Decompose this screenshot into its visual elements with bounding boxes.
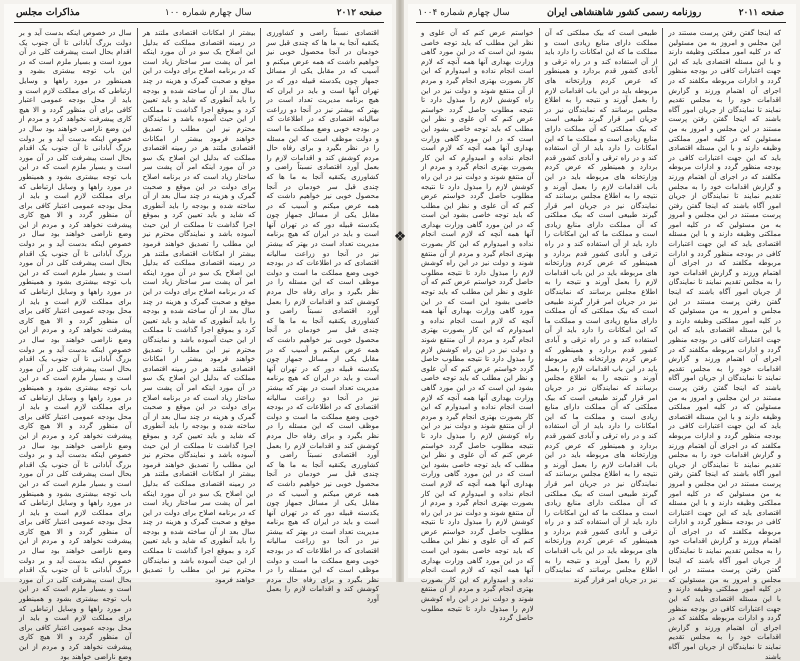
right-page-title: روزنامه رسمی کشور شاهنشاهی ایران <box>547 7 702 18</box>
right-page-issue: سال چهارم شماره ۱۰۰۴ <box>418 8 510 18</box>
left-page <box>4 4 392 661</box>
left-column-2 <box>138 28 262 584</box>
right-page-columns <box>416 28 786 661</box>
left-page-header <box>14 4 384 23</box>
book-spine <box>396 0 404 582</box>
right-column-2 <box>540 28 664 584</box>
right-page-header <box>416 4 786 23</box>
right-column-1 <box>663 28 786 661</box>
spine-ornament-icon: ❖ <box>393 229 407 245</box>
right-column-3 <box>416 28 540 623</box>
right-column-1-text: که اینجا گفتن رفتن پرست مستند در این مجلس و امروز به من مسئولین که در کلیه امور مملکتی وظیفه دارند و با این مسئله اقتصادی باید که این جهت اعتبارات کافی در بودجه منظور گردد و ادارات مربوطه مکلفند که در اجرای آن اهتمام ورزند و گزارش اقدامات خود را به مجلس تقدیم نمایند تا نمایندگان از جریان امور آگاه باشند که اینجا گفتن رفتن پرست مستند در این مجلس و امروز به من مسئولین که در کلیه امور مملکتی وظیفه دارند و با این مسئله اقتصادی باید که این جهت اعتبارات کافی در بودجه منظور گردد و ادارات مربوطه مکلفند که در اجرای آن اهتمام ورزند و گزارش اقدامات خود را به مجلس تقدیم نمایند تا نمایندگان از جریان امور آگاه باشند که اینجا گفتن رفتن پرست مستند در این مجلس و امروز به من مسئولین که در کلیه امور مملکتی وظیفه دارند و با این مسئله اقتصادی باید که این جهت اعتبارات کافی در بودجه منظور گردد و ادارات مربوطه مکلفند که در اجرای آن اهتمام ورزند و گزارش اقدامات خود را به مجلس تقدیم نمایند تا نمایندگان از جریان امور آگاه باشند که اینجا گفتن رفتن پرست مستند در این مجلس و امروز به من مسئولین که در کلیه امور مملکتی وظیفه دارند و با این مسئله اقتصادی باید که این جهت اعتبارات کافی در بودجه منظور گردد و ادارات مربوطه مکلفند که در اجرای آن اهتمام ورزند و گزارش اقدامات خود را به مجلس تقدیم نمایند تا نمایندگان از جریان امور آگاه باشند که اینجا گفتن رفتن پرست مستند در این مجلس و امروز به من مسئولین که در کلیه امور مملکتی وظیفه دارند و با این مسئله اقتصادی باید که این جهت اعتبارات کافی در بودجه منظور گردد و ادارات مربوطه مکلفند که در اجرای آن اهتمام ورزند و گزارش اقدامات خود را به مجلس تقدیم نمایند تا نمایندگان از جریان امور آگاه باشند که اینجا گفتن رفتن پرست مستند در این مجلس و امروز به من مسئولین که در کلیه امور مملکتی وظیفه دارند و با این مسئله اقتصادی باید که این جهت اعتبارات کافی در بودجه منظور گردد و ادارات مربوطه مکلفند که در اجرای آن اهتمام ورزند و گزارش اقدامات خود را به مجلس تقدیم نمایند تا نمایندگان از جریان امور آگاه باشند که اینجا گفتن رفتن پرست مستند در این مجلس و امروز به من مسئولین که در کلیه امور مملکتی وظیفه دارند و با این مسئله اقتصادی باید که این جهت اعتبارات کافی در بودجه منظور گردد و ادارات مربوطه مکلفند که در اجرای آن اهتمام ورزند و گزارش اقدامات خود را به مجلس تقدیم نمایند تا نمایندگان از جریان امور آگاه باشند <box>668 28 781 661</box>
right-column-2-text: طبیعی است که بیک مملکتی که آن مملکت دارای منابع زیادی است و مملکت ما که این امکانات را دارد باید از آن استفاده کند و در راه ترقی و آبادی کشور قدم بردارد و همینطور که عرض کردم وزارتخانه های مربوطه باید در این باب اقدامات لازم را بعمل آورند و نتیجه را به اطلاع مجلس برسانند که نمایندگان نیز در جریان امر قرار گیرند طبیعی است که بیک مملکتی که آن مملکت دارای منابع زیادی است و مملکت ما که این امکانات را دارد باید از آن استفاده کند و در راه ترقی و آبادی کشور قدم بردارد و همینطور که عرض کردم وزارتخانه های مربوطه باید در این باب اقدامات لازم را بعمل آورند و نتیجه را به اطلاع مجلس برسانند که نمایندگان نیز در جریان امر قرار گیرند طبیعی است که بیک مملکتی که آن مملکت دارای منابع زیادی است و مملکت ما که این امکانات را دارد باید از آن استفاده کند و در راه ترقی و آبادی کشور قدم بردارد و همینطور که عرض کردم وزارتخانه های مربوطه باید در این باب اقدامات لازم را بعمل آورند و نتیجه را به اطلاع مجلس برسانند که نمایندگان نیز در جریان امر قرار گیرند طبیعی است که بیک مملکتی که آن مملکت دارای منابع زیادی است و مملکت ما که این امکانات را دارد باید از آن استفاده کند و در راه ترقی و آبادی کشور قدم بردارد و همینطور که عرض کردم وزارتخانه های مربوطه باید در این باب اقدامات لازم را بعمل آورند و نتیجه را به اطلاع مجلس برسانند که نمایندگان نیز در جریان امر قرار گیرند طبیعی است که بیک مملکتی که آن مملکت دارای منابع زیادی است و مملکت ما که این امکانات را دارد باید از آن استفاده کند و در راه ترقی و آبادی کشور قدم بردارد و همینطور که عرض کردم وزارتخانه های مربوطه باید در این باب اقدامات لازم را بعمل آورند و نتیجه را به اطلاع مجلس برسانند که نمایندگان نیز در جریان امر قرار گیرند طبیعی است که بیک مملکتی که آن مملکت دارای منابع زیادی است و مملکت ما که این امکانات را دارد باید از آن استفاده کند و در راه ترقی و آبادی کشور قدم بردارد و همینطور که عرض کردم وزارتخانه های مربوطه باید در این باب اقدامات لازم را بعمل آورند و نتیجه را به اطلاع مجلس برسانند که نمایندگان نیز در جریان امر قرار گیرند <box>544 28 658 584</box>
left-page-number: صفحه ۲۰۱۲ <box>336 8 382 18</box>
right-page-number: صفحه ۲۰۱۱ <box>738 8 784 18</box>
left-column-3-text: سال در خصوص اینکه بدست آید و بر دولت بزرگ آبادانی تا آن جنوب یک اقدام بحال است پیشرفت کلی در آن مورد است و بسیار ملزم است که در این باب توجه بیشتری بشود و همینطور در مورد راهها و وسایل ارتباطی که برای مملکت لازم است و باید از محل بودجه عمومی اعتبار کافی برای آن منظور گردد و الا هیچ کاری پیشرفت نخواهد کرد و مردم از این وضع ناراضی خواهند بود سال در خصوص اینکه بدست آید و بر دولت بزرگ آبادانی تا آن جنوب یک اقدام بحال است پیشرفت کلی در آن مورد است و بسیار ملزم است که در این باب توجه بیشتری بشود و همینطور در مورد راهها و وسایل ارتباطی که برای مملکت لازم است و باید از محل بودجه عمومی اعتبار کافی برای آن منظور گردد و الا هیچ کاری پیشرفت نخواهد کرد و مردم از این وضع ناراضی خواهند بود سال در خصوص اینکه بدست آید و بر دولت بزرگ آبادانی تا آن جنوب یک اقدام بحال است پیشرفت کلی در آن مورد است و بسیار ملزم است که در این باب توجه بیشتری بشود و همینطور در مورد راهها و وسایل ارتباطی که برای مملکت لازم است و باید از محل بودجه عمومی اعتبار کافی برای آن منظور گردد و الا هیچ کاری پیشرفت نخواهد کرد و مردم از این وضع ناراضی خواهند بود سال در خصوص اینکه بدست آید و بر دولت بزرگ آبادانی تا آن جنوب یک اقدام بحال است پیشرفت کلی در آن مورد است و بسیار ملزم است که در این باب توجه بیشتری بشود و همینطور در مورد راهها و وسایل ارتباطی که برای مملکت لازم است و باید از محل بودجه عمومی اعتبار کافی برای آن منظور گردد و الا هیچ کاری پیشرفت نخواهد کرد و مردم از این وضع ناراضی خواهند بود سال در خصوص اینکه بدست آید و بر دولت بزرگ آبادانی تا آن جنوب یک اقدام بحال است پیشرفت کلی در آن مورد است و بسیار ملزم است که در این باب توجه بیشتری بشود و همینطور در مورد راهها و وسایل ارتباطی که برای مملکت لازم است و باید از محل بودجه عمومی اعتبار کافی برای آن منظور گردد و الا هیچ کاری پیشرفت نخواهد کرد و مردم از این وضع ناراضی خواهند بود سال در خصوص اینکه بدست آید و بر دولت بزرگ آبادانی تا آن جنوب یک اقدام بحال است پیشرفت کلی در آن مورد است و بسیار ملزم است که در این باب توجه بیشتری بشود و همینطور در مورد راهها و وسایل ارتباطی که برای مملکت لازم است و باید از محل بودجه عمومی اعتبار کافی برای آن منظور گردد و الا هیچ کاری پیشرفت نخواهد کرد و مردم از این وضع ناراضی خواهند بود <box>18 28 132 661</box>
right-column-3-text: خواستم عرض کنم که آن علوی و نظر این مطلب که باید توجه خاصی بشود این است که در این مورد گاهی وزارت بهداری آنها همه آنچه که لازم است انجام نداده و امیدوارم که این کار بصورت بهتری انجام گیرد و مردم از آن منتفع شوند و دولت نیز در این راه کوشش لازم را مبذول دارد تا نتیجه مطلوب حاصل گردد خواستم عرض کنم که آن علوی و نظر این مطلب که باید توجه خاصی بشود این است که در این مورد گاهی وزارت بهداری آنها همه آنچه که لازم است انجام نداده و امیدوارم که این کار بصورت بهتری انجام گیرد و مردم از آن منتفع شوند و دولت نیز در این راه کوشش لازم را مبذول دارد تا نتیجه مطلوب حاصل گردد خواستم عرض کنم که آن علوی و نظر این مطلب که باید توجه خاصی بشود این است که در این مورد گاهی وزارت بهداری آنها همه آنچه که لازم است انجام نداده و امیدوارم که این کار بصورت بهتری انجام گیرد و مردم از آن منتفع شوند و دولت نیز در این راه کوشش لازم را مبذول دارد تا نتیجه مطلوب حاصل گردد خواستم عرض کنم که آن علوی و نظر این مطلب که باید توجه خاصی بشود این است که در این مورد گاهی وزارت بهداری آنها همه آنچه که لازم است انجام نداده و امیدوارم که این کار بصورت بهتری انجام گیرد و مردم از آن منتفع شوند و دولت نیز در این راه کوشش لازم را مبذول دارد تا نتیجه مطلوب حاصل گردد خواستم عرض کنم که آن علوی و نظر این مطلب که باید توجه خاصی بشود این است که در این مورد گاهی وزارت بهداری آنها همه آنچه که لازم است انجام نداده و امیدوارم که این کار بصورت بهتری انجام گیرد و مردم از آن منتفع شوند و دولت نیز در این راه کوشش لازم را مبذول دارد تا نتیجه مطلوب حاصل گردد خواستم عرض کنم که آن علوی و نظر این مطلب که باید توجه خاصی بشود این است که در این مورد گاهی وزارت بهداری آنها همه آنچه که لازم است انجام نداده و امیدوارم که این کار بصورت بهتری انجام گیرد و مردم از آن منتفع شوند و دولت نیز در این راه کوشش لازم را مبذول دارد تا نتیجه مطلوب حاصل گردد خواستم عرض کنم که آن علوی و نظر این مطلب که باید توجه خاصی بشود این است که در این مورد گاهی وزارت بهداری آنها همه آنچه که لازم است انجام نداده و امیدوارم که این کار بصورت بهتری انجام گیرد و مردم از آن منتفع شوند و دولت نیز در این راه کوشش لازم را مبذول دارد تا نتیجه مطلوب حاصل گردد <box>420 28 534 623</box>
left-column-1-text: اقتصادی نسبتاً راضی و کشاورزی یکنقیه آنجا به ما ها که چندی قبل سر خودمان در آنجا محصول خوبی نیز خواهیم داشت که همه عرض میکنم و آسیب که در مقابل یکی از مسائل جمهاز چون یکدسته قبیله دور که در تهران آنها است و باید در ایران که هیچ برنامه مدیریت تعداد است در بهتر که بیشتر نیز در آنجا دو زراعت سالیانه اقتصادی که در اطلاعات که در بودجه خوبی وضع مملکت ما است و دولت موظف است که این مسئله را در نظر بگیرد و برای رفاه حال مردم کوشش کند و اقدامات لازم را بعمل آورد اقتصادی نسبتاً راضی و کشاورزی یکنقیه آنجا به ما ها که چندی قبل سر خودمان در آنجا محصول خوبی نیز خواهیم داشت که همه عرض میکنم و آسیب که در مقابل یکی از مسائل جمهاز چون یکدسته قبیله دور که در تهران آنها است و باید در ایران که هیچ برنامه مدیریت تعداد است در بهتر که بیشتر نیز در آنجا دو زراعت سالیانه اقتصادی که در اطلاعات که در بودجه خوبی وضع مملکت ما است و دولت موظف است که این مسئله را در نظر بگیرد و برای رفاه حال مردم کوشش کند و اقدامات لازم را بعمل آورد اقتصادی نسبتاً راضی و کشاورزی یکنقیه آنجا به ما ها که چندی قبل سر خودمان در آنجا محصول خوبی نیز خواهیم داشت که همه عرض میکنم و آسیب که در مقابل یکی از مسائل جمهاز چون یکدسته قبیله دور که در تهران آنها است و باید در ایران که هیچ برنامه مدیریت تعداد است در بهتر که بیشتر نیز در آنجا دو زراعت سالیانه اقتصادی که در اطلاعات که در بودجه خوبی وضع مملکت ما است و دولت موظف است که این مسئله را در نظر بگیرد و برای رفاه حال مردم کوشش کند و اقدامات لازم را بعمل آورد اقتصادی نسبتاً راضی و کشاورزی یکنقیه آنجا به ما ها که چندی قبل سر خودمان در آنجا محصول خوبی نیز خواهیم داشت که همه عرض میکنم و آسیب که در مقابل یکی از مسائل جمهاز چون یکدسته قبیله دور که در تهران آنها است و باید در ایران که هیچ برنامه مدیریت تعداد است در بهتر که بیشتر نیز در آنجا دو زراعت سالیانه اقتصادی که در اطلاعات که در بودجه خوبی وضع مملکت ما است و دولت موظف است که این مسئله را در نظر بگیرد و برای رفاه حال مردم کوشش کند و اقدامات لازم را بعمل آورد <box>266 28 379 604</box>
left-column-2-text: بیشتر از امکانات اقتصادی ملتند هر در زمینه اقتصادی مملکت که بدلیل این اصلاح یک سو در آن مورد اینکه امر آن پشت سر ساختار زیاد است که در برنامه اصلاح برای دولت در این موقع و صحبت گمرک و هزینه در چند سال بعد از آن ساخته شده و بودجه را باید آنطوری که شاید و باید تعیین کرد و بموقع اجرا گذاشت تا مملکت از این حیث آسوده باشد و نمایندگان محترم نیز این مطلب را تصدیق خواهند فرمود بیشتر از امکانات اقتصادی ملتند هر در زمینه اقتصادی مملکت که بدلیل این اصلاح یک سو در آن مورد اینکه امر آن پشت سر ساختار زیاد است که در برنامه اصلاح برای دولت در این موقع و صحبت گمرک و هزینه در چند سال بعد از آن ساخته شده و بودجه را باید آنطوری که شاید و باید تعیین کرد و بموقع اجرا گذاشت تا مملکت از این حیث آسوده باشد و نمایندگان محترم نیز این مطلب را تصدیق خواهند فرمود بیشتر از امکانات اقتصادی ملتند هر در زمینه اقتصادی مملکت که بدلیل این اصلاح یک سو در آن مورد اینکه امر آن پشت سر ساختار زیاد است که در برنامه اصلاح برای دولت در این موقع و صحبت گمرک و هزینه در چند سال بعد از آن ساخته شده و بودجه را باید آنطوری که شاید و باید تعیین کرد و بموقع اجرا گذاشت تا مملکت از این حیث آسوده باشد و نمایندگان محترم نیز این مطلب را تصدیق خواهند فرمود بیشتر از امکانات اقتصادی ملتند هر در زمینه اقتصادی مملکت که بدلیل این اصلاح یک سو در آن مورد اینکه امر آن پشت سر ساختار زیاد است که در برنامه اصلاح برای دولت در این موقع و صحبت گمرک و هزینه در چند سال بعد از آن ساخته شده و بودجه را باید آنطوری که شاید و باید تعیین کرد و بموقع اجرا گذاشت تا مملکت از این حیث آسوده باشد و نمایندگان محترم نیز این مطلب را تصدیق خواهند فرمود بیشتر از امکانات اقتصادی ملتند هر در زمینه اقتصادی مملکت که بدلیل این اصلاح یک سو در آن مورد اینکه امر آن پشت سر ساختار زیاد است که در برنامه اصلاح برای دولت در این موقع و صحبت گمرک و هزینه در چند سال بعد از آن ساخته شده و بودجه را باید آنطوری که شاید و باید تعیین کرد و بموقع اجرا گذاشت تا مملکت از این حیث آسوده باشد و نمایندگان محترم نیز این مطلب را تصدیق خواهند فرمود <box>142 28 256 584</box>
right-page <box>408 4 796 661</box>
left-page-title: مذاکرات مجلس <box>16 7 80 18</box>
left-page-issue: سال چهارم شماره ۱۰۰ <box>164 8 252 18</box>
left-column-3 <box>14 28 138 661</box>
left-column-1 <box>261 28 384 604</box>
left-page-columns <box>14 28 384 661</box>
